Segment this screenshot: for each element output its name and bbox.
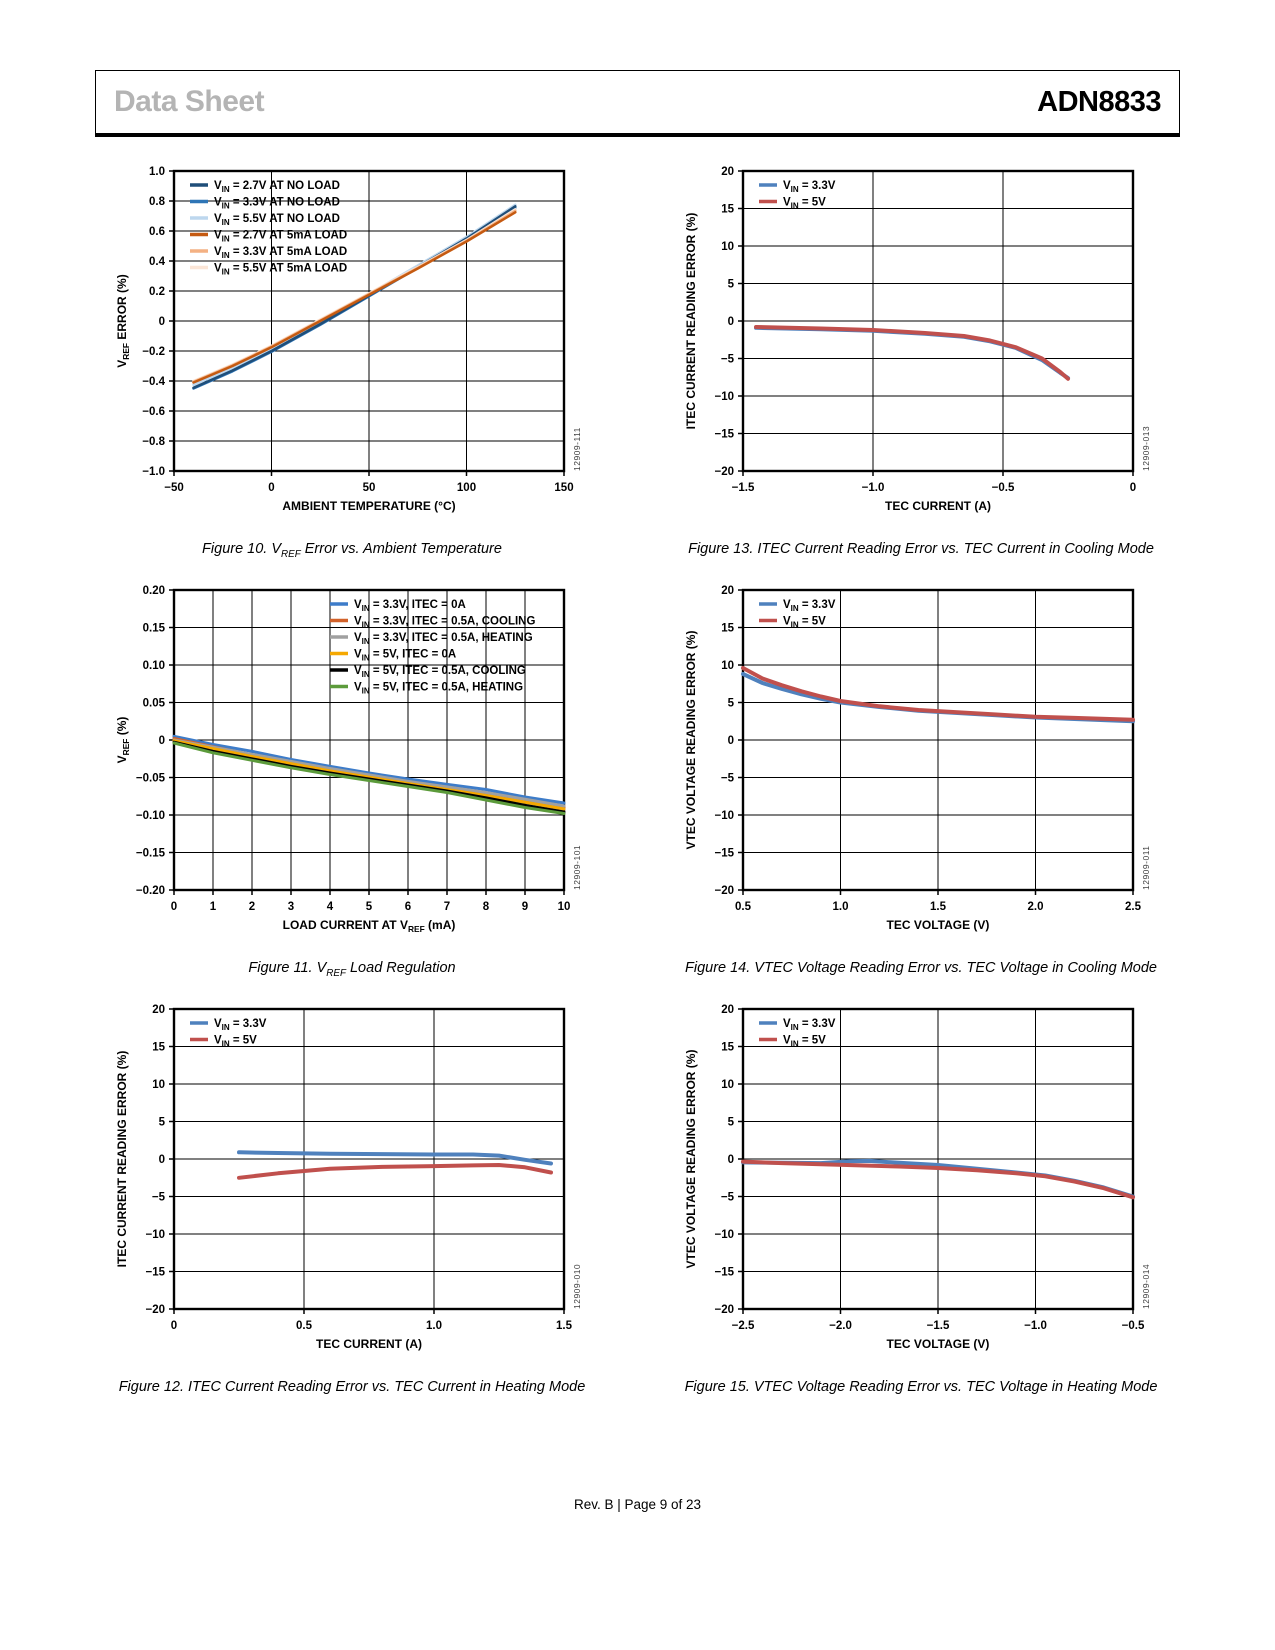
svg-text:−0.6: −0.6 [142,406,165,418]
page-footer: Rev. B | Page 9 of 23 [573,1497,702,1512]
svg-text:−50: −50 [164,482,184,494]
svg-text:0.10: 0.10 [142,659,165,672]
svg-text:0: 0 [170,900,178,913]
y-axis-label: $V_{REF}$ (%) [115,716,131,764]
svg-text:0: 0 [158,1153,165,1166]
svg-text:−0.2: −0.2 [142,346,165,358]
figure-code: 12909-010 [572,1263,582,1309]
svg-text:5: 5 [727,278,734,291]
figure-code: 12909-111 [572,427,582,471]
svg-text:10: 10 [721,1078,734,1091]
legend [759,1018,836,1049]
legend-label: $V_{IN} = 5V$, ITEC = 0.5A, COOLING [354,664,526,679]
svg-text:1.0: 1.0 [149,166,165,178]
figure-10-chart [112,161,592,533]
legend [330,599,535,696]
svg-text:10: 10 [557,900,571,913]
svg-text:0.05: 0.05 [142,697,165,710]
svg-text:1.0: 1.0 [426,1319,442,1332]
svg-text:0.5: 0.5 [735,900,751,913]
svg-text:15: 15 [721,1041,734,1054]
svg-text:1: 1 [209,900,217,913]
legend-label: $V_{IN} = 3.3V$ [783,180,836,194]
legend-label: $V_{IN} = 5.5V$ AT 5mA LOAD [214,262,348,277]
figure-13-caption: Figure 13. ITEC Current Reading Error vs. TEC Current in Cooling Mode [688,541,1154,557]
svg-text:6: 6 [404,900,412,913]
legend-label: $V_{IN} = 2.7V$ AT 5mA LOAD [214,229,348,244]
x-axis-label: TEC CURRENT (A) [885,499,991,513]
svg-text:−10: −10 [714,391,734,403]
svg-text:0: 0 [268,482,275,494]
x-axis-label: TEC VOLTAGE (V) [886,1336,990,1351]
figure-10-block [112,161,592,578]
axis-tick-marks [738,171,1133,476]
svg-text:0.2: 0.2 [149,286,165,298]
x-axis-label: LOAD CURRENT AT $V_{REF}$ (mA) [282,917,456,934]
legend-label: $V_{IN} = 3.3V$, ITEC = 0.5A, HEATING [354,631,533,646]
svg-text:−0.5: −0.5 [991,482,1015,494]
svg-text:−1.0: −1.0 [142,466,165,478]
legend-label: $V_{IN} = 5.5V$ AT NO LOAD [214,213,340,227]
plot-grid [174,1009,564,1309]
svg-text:−10: −10 [714,809,734,822]
figure-14-chart [681,580,1161,952]
svg-text:3: 3 [287,900,295,913]
legend-label: $V_{IN} = 3.3V$ AT 5mA LOAD [214,246,348,260]
figure-15-caption: Figure 15. VTEC Voltage Reading Error vs. TEC Voltage in Heating Mode [684,1378,1158,1395]
figure-12-block [112,999,592,1413]
svg-text:0.8: 0.8 [149,196,165,208]
svg-text:1.5: 1.5 [556,1319,572,1332]
legend-label: $V_{IN} = 3.3V$, ITEC = 0.5A, COOLING [354,615,536,630]
svg-text:0: 0 [727,734,734,747]
svg-text:0: 0 [727,316,734,328]
svg-text:20: 20 [721,1003,734,1016]
legend-label: $V_{IN} = 5V$ [783,1034,826,1049]
svg-text:−0.5: −0.5 [1121,1319,1145,1332]
axis-tick-marks [169,1009,564,1314]
figure-11-block [112,580,592,997]
figure-11-caption: Figure 11. $V_{REF}$ Load Regulation [248,959,456,979]
svg-text:8: 8 [482,900,490,913]
svg-text:−1.5: −1.5 [731,482,755,494]
svg-text:100: 100 [456,482,477,494]
figure-12-chart [112,999,592,1371]
svg-text:0: 0 [170,1319,178,1332]
legend-label: $V_{IN} = 3.3V$ [783,598,836,613]
legend-label: $V_{IN} = 3.3V$ AT NO LOAD [214,196,340,211]
svg-text:0.6: 0.6 [149,226,165,238]
svg-text:−1.0: −1.0 [861,482,885,494]
svg-text:2.0: 2.0 [1027,900,1044,913]
series-lines [756,327,1068,379]
x-axis-label: AMBIENT TEMPERATURE (°C) [282,499,456,513]
svg-text:−15: −15 [714,1266,734,1279]
x-axis-label: TEC CURRENT (A) [316,1336,422,1351]
svg-text:0: 0 [158,734,165,747]
legend-label: $V_{IN} = 2.7V$ AT NO LOAD [214,180,340,194]
svg-text:−10: −10 [714,1228,734,1241]
svg-text:50: 50 [362,482,376,494]
svg-text:0: 0 [1129,482,1137,494]
svg-text:1.0: 1.0 [832,900,849,913]
svg-text:0.5: 0.5 [296,1319,312,1332]
svg-text:−0.8: −0.8 [142,436,165,448]
svg-text:9: 9 [521,900,529,913]
svg-text:−1.5: −1.5 [926,1319,950,1332]
series-lines [239,1152,551,1178]
svg-text:−5: −5 [720,1191,734,1204]
part-number: ADN8833 [1037,85,1161,118]
figure-15-block [681,999,1161,1413]
svg-text:−20: −20 [714,1303,734,1316]
figure-13-block [681,161,1161,578]
svg-text:10: 10 [721,659,734,672]
x-axis-label: TEC VOLTAGE (V) [886,917,990,932]
plot-grid [743,171,1133,471]
legend-label: $V_{IN} = 3.3V$, ITEC = 0A [354,598,466,613]
svg-text:−15: −15 [145,1266,165,1279]
svg-text:−1.0: −1.0 [1024,1319,1047,1332]
legend [190,180,347,277]
svg-text:5: 5 [727,697,734,710]
svg-text:−0.4: −0.4 [142,376,165,388]
svg-text:−0.20: −0.20 [135,884,165,897]
svg-text:5: 5 [727,1116,734,1129]
figure-code: 12909-013 [1141,425,1151,471]
legend-label: $V_{IN} = 5V$ [783,615,826,630]
legend-label: $V_{IN} = 3.3V$ [214,1017,267,1032]
legend-label: $V_{IN} = 5V$ [783,196,826,211]
series-line [239,1165,551,1178]
svg-text:0.20: 0.20 [142,584,165,597]
y-axis-label: VTEC VOLTAGE READING ERROR (%) [684,1049,698,1269]
svg-text:0.4: 0.4 [149,256,165,268]
series-line [239,1152,551,1163]
figures-grid [0,161,1275,1415]
svg-text:−2.5: −2.5 [731,1319,755,1332]
page-header [95,70,1180,137]
svg-text:−5: −5 [151,1191,165,1204]
svg-text:15: 15 [721,622,734,635]
svg-text:5: 5 [365,900,373,913]
svg-text:−20: −20 [145,1303,165,1316]
plot-grid [743,1009,1133,1309]
axis-tick-marks [738,590,1133,895]
svg-text:−2.0: −2.0 [829,1319,852,1332]
figure-15-chart [681,999,1161,1371]
svg-text:−15: −15 [714,847,734,860]
legend [190,1018,267,1049]
axis-tick-labels [714,585,1141,913]
legend-label: $V_{IN} = 5V$ [214,1034,257,1049]
svg-text:−10: −10 [145,1228,165,1241]
y-axis-label: VTEC VOLTAGE READING ERROR (%) [684,630,698,850]
figure-10-caption: Figure 10. $V_{REF}$ Error vs. Ambient Temperature [202,541,502,560]
svg-text:1.5: 1.5 [930,900,946,913]
figure-code: 12909-011 [1141,845,1151,890]
svg-text:−0.05: −0.05 [135,772,165,785]
svg-text:15: 15 [152,1041,165,1054]
svg-text:5: 5 [158,1116,165,1129]
svg-text:0.15: 0.15 [142,622,165,635]
svg-text:10: 10 [152,1078,165,1091]
svg-text:7: 7 [443,900,451,913]
legend-label: $V_{IN} = 5V$, ITEC = 0.5A, HEATING [354,681,524,696]
figure-code: 12909-101 [572,844,582,890]
svg-text:0: 0 [158,316,165,328]
svg-text:2.5: 2.5 [1125,900,1141,913]
svg-text:4: 4 [326,900,334,913]
legend [759,180,836,211]
legend-label: $V_{IN} = 3.3V$ [783,1017,836,1032]
figure-code: 12909-014 [1141,1263,1151,1309]
svg-text:15: 15 [721,203,734,216]
y-axis-label: ITEC CURRENT READING ERROR (%) [684,212,698,430]
legend [759,599,836,630]
figure-12-caption: Figure 12. ITEC Current Reading Error vs. TEC Current in Heating Mode [118,1378,586,1395]
datasheet-label: Data Sheet [114,85,265,118]
svg-text:20: 20 [721,584,734,597]
svg-text:0: 0 [727,1153,734,1166]
svg-text:−5: −5 [720,353,734,366]
svg-text:2: 2 [248,900,256,913]
svg-text:−0.10: −0.10 [135,809,165,822]
svg-text:20: 20 [721,166,734,178]
svg-text:−5: −5 [720,772,734,785]
figure-14-caption: Figure 14. VTEC Voltage Reading Error vs. TEC Voltage in Cooling Mode [684,959,1157,976]
legend-label: $V_{IN} = 5V$, ITEC = 0A [354,648,457,663]
svg-text:−20: −20 [714,466,734,478]
svg-text:20: 20 [152,1003,165,1016]
plot-grid [743,590,1133,890]
svg-text:−20: −20 [714,884,734,897]
figure-11-chart [112,580,592,952]
svg-text:150: 150 [554,482,574,494]
svg-text:10: 10 [721,241,734,253]
y-axis-label: $V_{REF}$ ERROR (%) [115,274,131,368]
y-axis-label: ITEC CURRENT READING ERROR (%) [115,1050,129,1268]
series-line [756,328,1068,378]
svg-text:−15: −15 [714,428,734,441]
figure-13-chart [681,161,1161,533]
svg-text:−0.15: −0.15 [135,847,165,860]
figure-14-block [681,580,1161,997]
